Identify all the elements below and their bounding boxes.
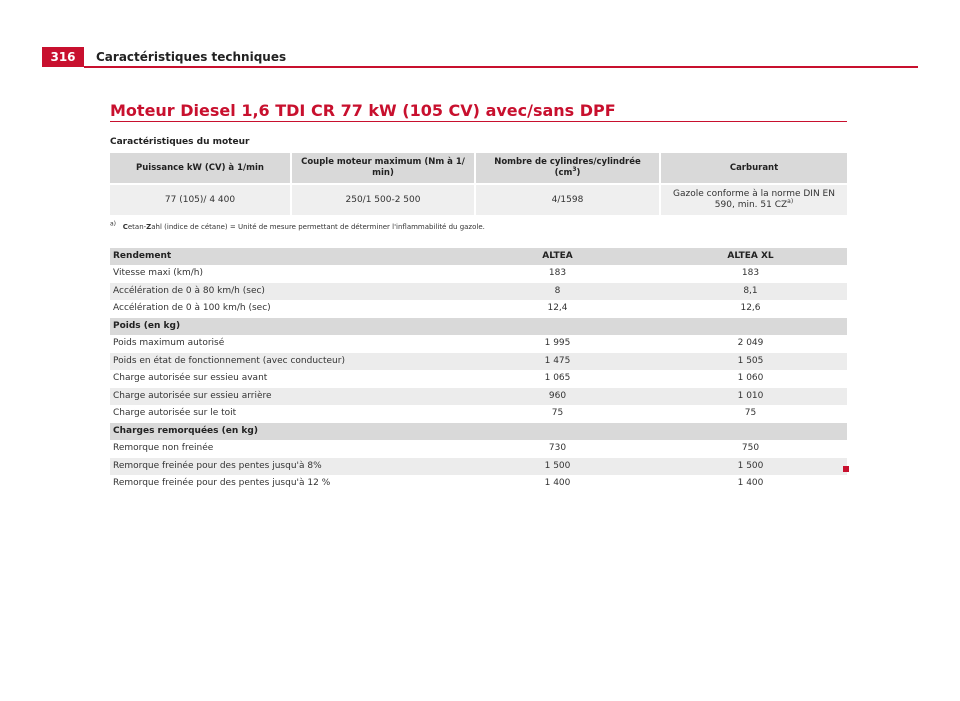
- section-title: Moteur Diesel 1,6 TDI CR 77 kW (105 CV) avec/sans DPF: [110, 101, 616, 120]
- cell-fuel-text: Gazole conforme à la norme DIN EN 590, min. 51 CZ: [673, 189, 835, 210]
- row-value-altea: 1 500: [461, 458, 654, 476]
- row-label: Charge autorisée sur essieu avant: [110, 370, 461, 388]
- table-row: [110, 370, 847, 388]
- row-value-altea-xl: 1 010: [654, 388, 847, 406]
- footnote-c: C: [122, 223, 128, 231]
- footnote-marker: a): [110, 220, 117, 228]
- row-label: Remorque freinée pour des pentes jusqu'à 12 %: [110, 475, 461, 493]
- table-row: [110, 248, 847, 265]
- header-fuel: Carburant: [660, 153, 847, 184]
- row-value-altea: 12,4: [461, 300, 654, 318]
- row-label: Charge autorisée sur essieu arrière: [110, 388, 461, 406]
- table-row: [110, 388, 847, 406]
- row-value-altea-xl: 1 060: [654, 370, 847, 388]
- section-rule: [110, 121, 847, 122]
- weights-section-title: Poids (en kg): [110, 318, 847, 336]
- header-cylinders: [475, 153, 660, 184]
- end-of-section-icon: [843, 466, 849, 472]
- row-label: Accélération de 0 à 80 km/h (sec): [110, 283, 461, 301]
- table-section-row: [110, 318, 847, 336]
- row-value-altea: 960: [461, 388, 654, 406]
- header-torque: Couple moteur maximum (Nm à 1/ min): [291, 153, 475, 184]
- row-value-altea-xl: 1 500: [654, 458, 847, 476]
- table-row: [110, 300, 847, 318]
- row-label: Vitesse maxi (km/h): [110, 265, 461, 283]
- footnote-c-rest: etan-: [127, 223, 147, 231]
- row-label: Poids en état de fonctionnement (avec conducteur): [110, 353, 461, 371]
- cell-cylinders: 4/1598: [475, 184, 660, 215]
- row-label: Accélération de 0 à 100 km/h (sec): [110, 300, 461, 318]
- row-value-altea: 75: [461, 405, 654, 423]
- row-value-altea-xl: 2 049: [654, 335, 847, 353]
- row-value-altea: 1 065: [461, 370, 654, 388]
- row-value-altea: 730: [461, 440, 654, 458]
- row-value-altea: 1 475: [461, 353, 654, 371]
- header-power: Puissance kW (CV) à 1/min: [110, 153, 291, 184]
- performance-header-altea: ALTEA: [461, 248, 654, 265]
- row-label: Remorque freinée pour des pentes jusqu'à 8%: [110, 458, 461, 476]
- table-row: [110, 440, 847, 458]
- table-row: [110, 353, 847, 371]
- page-number: 316: [42, 47, 84, 67]
- row-value-altea-xl: 1 505: [654, 353, 847, 371]
- cell-power: 77 (105)/ 4 400: [110, 184, 291, 215]
- footnote-text: ahl (indice de cétane) = Unité de mesure permettant de déterminer l'inflammabilité du gazole.: [151, 223, 485, 231]
- performance-table: [110, 248, 847, 493]
- engine-table-header: [110, 153, 847, 184]
- row-label: Remorque non freinée: [110, 440, 461, 458]
- footnote-z: Z: [146, 223, 152, 231]
- cell-fuel-footnote-ref: a): [787, 198, 794, 205]
- header-cylinders-end: ): [576, 168, 581, 178]
- table-row: [110, 265, 847, 283]
- row-label: Charge autorisée sur le toit: [110, 405, 461, 423]
- header-cylinders-text: Nombre de cylindres/cylindrée (cm: [494, 157, 641, 178]
- row-value-altea-xl: 1 400: [654, 475, 847, 493]
- engine-table-row: [110, 184, 847, 215]
- row-value-altea: 8: [461, 283, 654, 301]
- cell-fuel: [660, 184, 847, 215]
- footnote: [110, 220, 485, 231]
- performance-header-altea-xl: ALTEA XL: [654, 248, 847, 265]
- table-row: [110, 335, 847, 353]
- row-value-altea-xl: 75: [654, 405, 847, 423]
- subsection-title: Caractéristiques du moteur: [110, 137, 250, 147]
- engine-table: [110, 153, 847, 215]
- row-value-altea-xl: 8,1: [654, 283, 847, 301]
- row-value-altea-xl: 183: [654, 265, 847, 283]
- table-section-row: [110, 423, 847, 441]
- table-row: [110, 283, 847, 301]
- header-rule: [84, 66, 918, 68]
- row-value-altea: 1 995: [461, 335, 654, 353]
- performance-header-label: Rendement: [110, 248, 461, 265]
- row-label: Poids maximum autorisé: [110, 335, 461, 353]
- row-value-altea: 1 400: [461, 475, 654, 493]
- header-cylinders-sup: 3: [572, 166, 577, 174]
- table-row: [110, 475, 847, 493]
- table-row: [110, 405, 847, 423]
- row-value-altea-xl: 12,6: [654, 300, 847, 318]
- row-value-altea: 183: [461, 265, 654, 283]
- row-value-altea-xl: 750: [654, 440, 847, 458]
- trailer-section-title: Charges remorquées (en kg): [110, 423, 847, 441]
- cell-torque: 250/1 500-2 500: [291, 184, 475, 215]
- header-title: Caractéristiques techniques: [96, 50, 287, 64]
- table-row: [110, 458, 847, 476]
